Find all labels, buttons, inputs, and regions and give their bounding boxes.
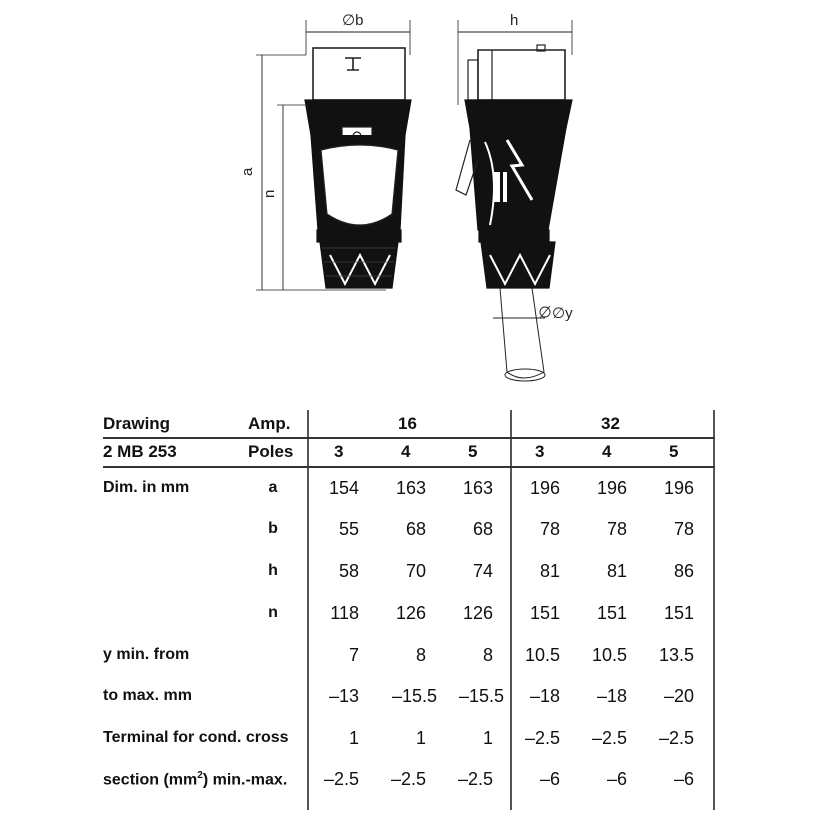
table-cell: 1 (482, 728, 493, 748)
plug-technical-drawing (0, 0, 820, 400)
dim-label-n: n (261, 189, 278, 198)
table-cell: –15.5 (391, 686, 437, 706)
amp-label: Amp. (248, 414, 291, 433)
table-cell: 126 (395, 603, 426, 623)
row-label-dim: Dim. in mm (103, 479, 190, 496)
table-cell: 10.5 (591, 645, 627, 665)
table-cell: 8 (482, 645, 493, 665)
table-cell: 55 (338, 519, 359, 539)
table-cell: 86 (673, 561, 694, 581)
poles-header: 4 (602, 442, 612, 461)
table-cell: 151 (596, 603, 627, 623)
header-bottom-rule (103, 466, 715, 468)
table-cell: 1 (415, 728, 426, 748)
table-cell: 196 (529, 478, 560, 498)
table-cell: 196 (596, 478, 627, 498)
table-cell: 81 (539, 561, 560, 581)
poles-header: 3 (535, 442, 545, 461)
table-cell: –2.5 (390, 769, 426, 789)
table-cell: –2.5 (323, 769, 359, 789)
table-cell: 151 (663, 603, 694, 623)
table-cell: 81 (606, 561, 627, 581)
table-cell: 126 (462, 603, 493, 623)
table-cell: 196 (663, 478, 694, 498)
table-cell: 78 (539, 519, 560, 539)
dim-label-b: ∅b (342, 12, 364, 29)
drawing-label: Drawing (103, 414, 171, 433)
table-cell: 58 (338, 561, 359, 581)
table-cell: –15.5 (458, 686, 504, 706)
table-cell: 163 (462, 478, 493, 498)
table-cell: –6 (606, 769, 627, 789)
poles-header: 4 (401, 442, 411, 461)
table-cell: 13.5 (658, 645, 694, 665)
row-label-terminal: Terminal for cond. cross (103, 729, 289, 746)
table-cell: –18 (529, 686, 560, 706)
table-cell: 68 (472, 519, 493, 539)
dim-label-a: a (239, 167, 256, 176)
poles-header: 3 (334, 442, 344, 461)
table-cell: 7 (348, 645, 359, 665)
row-label-section: section $(mm^2)$ min.-max. (103, 770, 288, 789)
dim-letter-b: b (268, 520, 278, 537)
drawing-code: 2 MB 253 (103, 442, 177, 461)
dim-letter-n: n (268, 604, 278, 621)
amp-group-32: 32 (601, 414, 620, 433)
table-cell: –2.5 (658, 728, 694, 748)
dim-label-y: ∅y (552, 305, 573, 322)
table-cell: 78 (606, 519, 627, 539)
separator-end (713, 410, 715, 810)
poles-header: 5 (468, 442, 478, 461)
table-cell: –6 (539, 769, 560, 789)
table-cell: 8 (415, 645, 426, 665)
table-cell: 74 (472, 561, 493, 581)
table-cell: –6 (673, 769, 694, 789)
table-cell: 151 (529, 603, 560, 623)
amp-group-16: 16 (398, 414, 417, 433)
dim-label-h: h (510, 12, 519, 29)
front-view (256, 20, 411, 290)
row-label-y-min: y min. from (103, 646, 190, 663)
dim-letter-h: h (268, 562, 278, 579)
table-cell: 68 (405, 519, 426, 539)
table-cell: –2.5 (524, 728, 560, 748)
table-cell: 70 (405, 561, 426, 581)
table-cell: 118 (330, 603, 359, 623)
table-cell: 154 (328, 478, 359, 498)
row-label-y-max: to max. mm (103, 687, 192, 704)
table-cell: –2.5 (591, 728, 627, 748)
poles-label: Poles (248, 442, 294, 461)
table-cell: –18 (596, 686, 627, 706)
dim-letter-a: a (268, 479, 278, 496)
table-cell: 10.5 (524, 645, 560, 665)
table-cell: 1 (348, 728, 359, 748)
header-divider (103, 437, 715, 439)
table-cell: –2.5 (457, 769, 493, 789)
dimensions-table (0, 400, 820, 820)
table-cell: –13 (328, 686, 359, 706)
table-cell: 78 (673, 519, 694, 539)
poles-header: 5 (669, 442, 679, 461)
side-view (456, 20, 572, 381)
table-cell: 163 (395, 478, 426, 498)
table-cell: –20 (663, 686, 694, 706)
